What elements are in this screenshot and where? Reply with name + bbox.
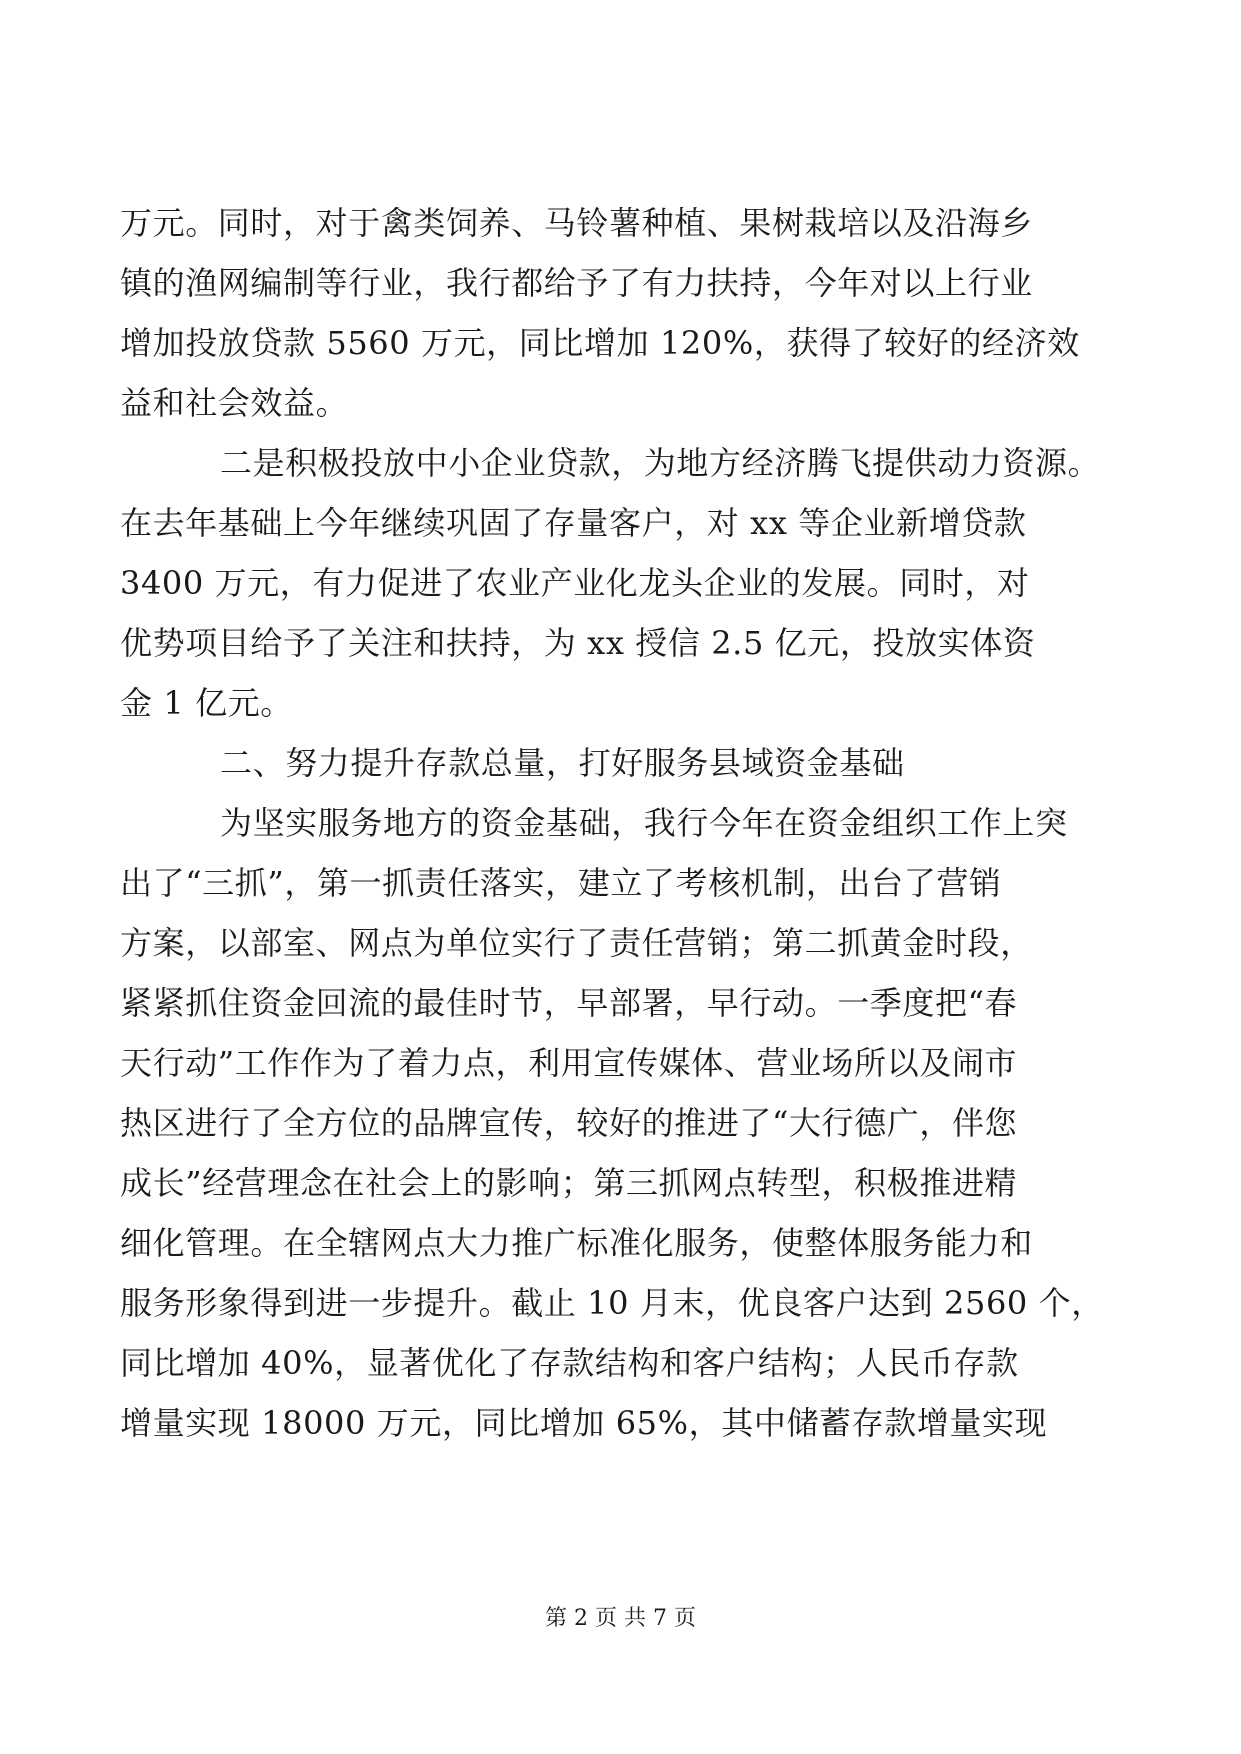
text-line: 增量实现 18000 万元，同比增加 65%，其中储蓄存款增量实现 [120,1404,1048,1442]
text-line: 金 1 亿元。 [120,684,293,722]
text-line: 3400 万元，有力促进了农业产业化龙头企业的发展。同时，对 [120,564,1030,602]
text-line: 天行动”工作作为了着力点，利用宣传媒体、营业场所以及闹市 [120,1044,1018,1082]
text-line: 出了“三抓”，第一抓责任落实，建立了考核机制，出台了营销 [120,864,1002,902]
text-line: 同比增加 40%，显著优化了存款结构和客户结构；人民币存款 [120,1344,1019,1382]
text-line: 成长”经营理念在社会上的影响；第三抓网点转型，积极推进精 [120,1164,1018,1202]
text-line: 增加投放贷款 5560 万元，同比增加 120%，获得了较好的经济效 [120,324,1080,362]
page-number-footer: 第 2 页 共 7 页 [545,1606,696,1631]
text-line: 万元。同时，对于禽类饲养、马铃薯种植、果树栽培以及沿海乡 [120,204,1033,242]
text-line: 为坚实服务地方的资金基础，我行今年在资金组织工作上突 [220,804,1068,842]
text-line: 紧紧抓住资金回流的最佳时节，早部署，早行动。一季度把“春 [120,984,1018,1022]
text-line: 镇的渔网编制等行业，我行都给予了有力扶持，今年对以上行业 [120,264,1033,302]
text-line: 在去年基础上今年继续巩固了存量客户，对 xx 等企业新增贷款 [120,504,1027,542]
text-line: 方案，以部室、网点为单位实行了责任营销；第二抓黄金时段， [120,924,1033,962]
text-line: 益和社会效益。 [120,384,349,422]
section-heading: 二、努力提升存款总量，打好服务县域资金基础 [220,744,905,782]
text-line: 二是积极投放中小企业贷款，为地方经济腾飞提供动力资源。 [220,444,1101,482]
text-line: 热区进行了全方位的品牌宣传，较好的推进了“大行德广，伴您 [120,1104,1018,1142]
text-line: 细化管理。在全辖网点大力推广标准化服务，使整体服务能力和 [120,1224,1033,1262]
text-line: 优势项目给予了关注和扶持，为 xx 授信 2.5 亿元，投放实体资 [120,624,1036,662]
text-line: 服务形象得到进一步提升。截止 10 月末，优良客户达到 2560 个， [120,1284,1104,1322]
